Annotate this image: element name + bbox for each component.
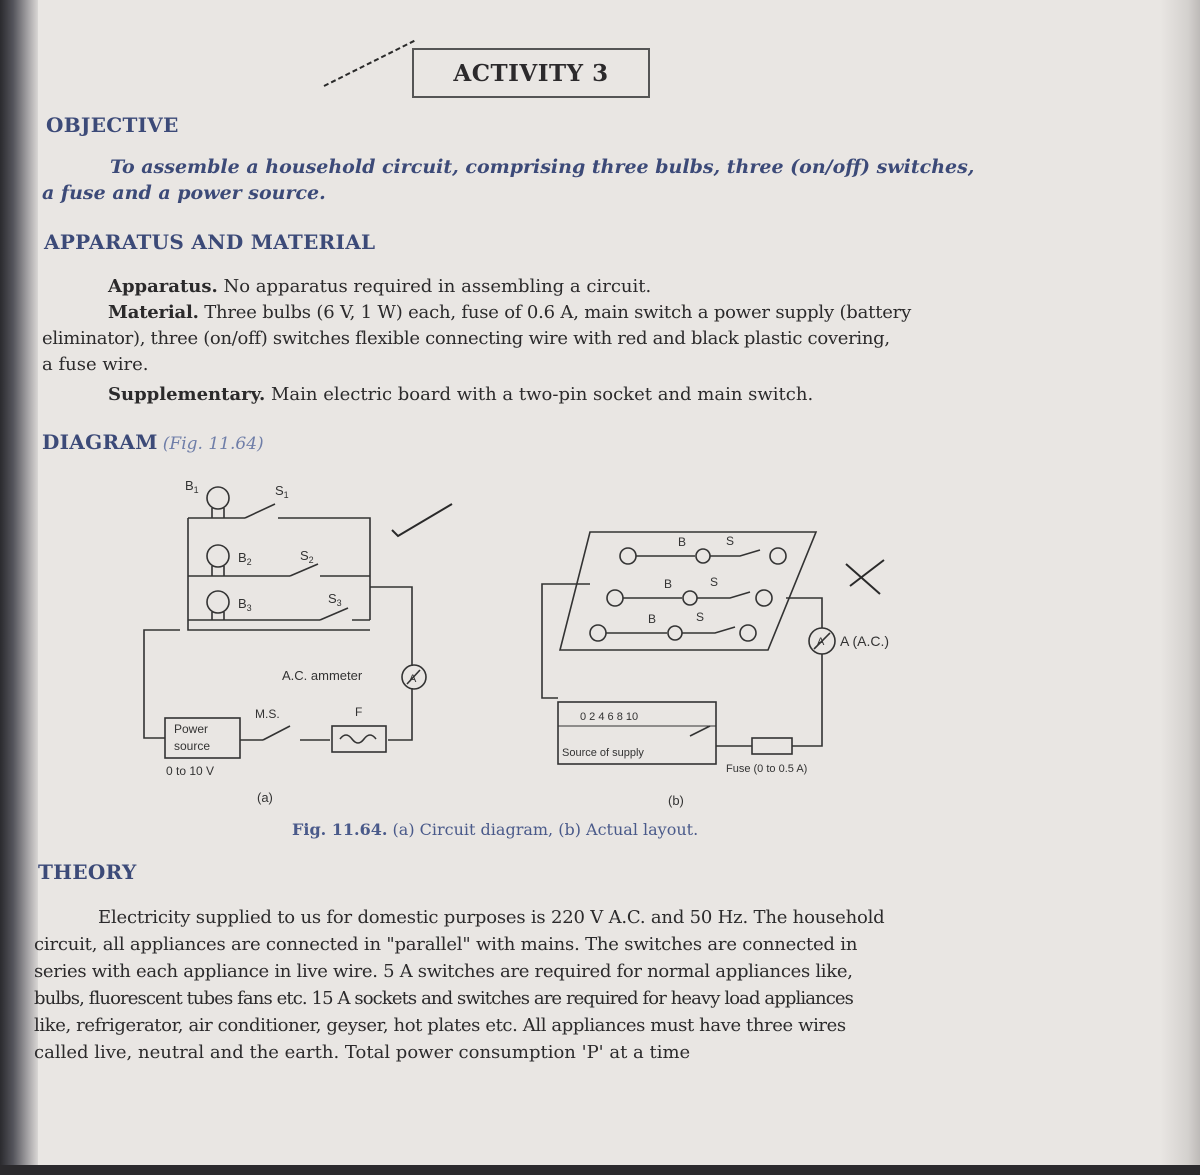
sub-label-a: (a) bbox=[257, 790, 273, 805]
diagram-heading-row bbox=[42, 430, 264, 454]
label-main-switch: M.S. bbox=[255, 707, 280, 721]
theory-line-5: like, refrigerator, air conditioner, geyser, hot plates etc. All appliances must have three wires bbox=[34, 1015, 846, 1036]
right-label-b1: B bbox=[678, 535, 687, 549]
label-b2: $B_2$ bbox=[238, 550, 252, 567]
fuse-label: Fuse (0 to 0.5 A) bbox=[726, 763, 808, 775]
pencil-mark-title bbox=[320, 36, 420, 90]
label-source: source bbox=[174, 739, 211, 753]
activity-title bbox=[412, 48, 650, 98]
sub-label-b: (b) bbox=[668, 793, 684, 808]
theory-heading: THEORY bbox=[38, 860, 137, 884]
apparatus-section bbox=[42, 274, 1022, 408]
objective-line-2: a fuse and a power source. bbox=[42, 182, 326, 204]
label-power: Power bbox=[174, 722, 209, 736]
objective-text bbox=[42, 154, 1022, 206]
supply-scale: 0 2 4 6 8 10 bbox=[580, 711, 639, 723]
pencil-x-mark bbox=[840, 556, 890, 600]
theory-line-4: bulbs, fluorescent tubes fans etc. 15 A sockets and switches are required for heavy load appliances bbox=[34, 988, 854, 1009]
right-label-s2: S bbox=[710, 575, 719, 589]
label-s2: $S_2$ bbox=[300, 548, 314, 565]
apparatus-line bbox=[42, 274, 1022, 300]
activity-title-text: ACTIVITY 3 bbox=[453, 59, 609, 87]
bottom-edge bbox=[0, 1165, 1200, 1175]
right-ammeter-symbol: A bbox=[817, 636, 825, 648]
apparatus-heading: APPARATUS AND MATERIAL bbox=[44, 230, 376, 254]
theory-line-6: called live, neutral and the earth. Total power consumption 'P' at a time bbox=[34, 1042, 691, 1063]
material-label: Material. bbox=[108, 302, 199, 323]
label-fuse-f: F bbox=[355, 705, 363, 719]
theory-text bbox=[34, 904, 1014, 1066]
right-ammeter-label: A (A.C.) bbox=[840, 633, 890, 649]
ammeter-a-symbol: A bbox=[409, 673, 417, 685]
material-line-2: eliminator), three (on/off) switches flexible connecting wire with red and black plastic covering, bbox=[42, 328, 890, 349]
label-b1: $B_1$ bbox=[185, 478, 199, 495]
right-label-s1: S bbox=[726, 534, 735, 548]
label-s3: $S_3$ bbox=[328, 591, 342, 608]
apparatus-text: No apparatus required in assembling a circuit. bbox=[223, 276, 652, 297]
supplementary-text: Main electric board with a two-pin socket and main switch. bbox=[271, 384, 814, 405]
label-power-range: 0 to 10 V bbox=[166, 764, 215, 778]
diagram-fig-ref: (Fig. 11.64) bbox=[162, 434, 264, 454]
theory-line-1: Electricity supplied to us for domestic purposes is 220 V A.C. and 50 Hz. The household bbox=[98, 907, 885, 928]
page-edge bbox=[1160, 0, 1200, 1175]
supplementary-label: Supplementary. bbox=[108, 384, 266, 405]
label-s1: $S_1$ bbox=[275, 483, 289, 500]
objective-heading: OBJECTIVE bbox=[46, 113, 179, 137]
material-text-1: Three bulbs (6 V, 1 W) each, fuse of 0.6 A, main switch a power supply (battery bbox=[204, 302, 912, 323]
label-ac-ammeter: A.C. ammeter bbox=[282, 668, 363, 683]
apparatus-label: Apparatus. bbox=[108, 276, 218, 297]
supply-label: Source of supply bbox=[562, 747, 644, 759]
right-label-b2: B bbox=[664, 577, 673, 591]
right-label-s3: S bbox=[696, 610, 705, 624]
label-b3: $B_3$ bbox=[238, 596, 252, 613]
supplementary-line bbox=[42, 382, 1022, 408]
material-line-1 bbox=[42, 300, 1022, 326]
right-label-b3: B bbox=[648, 612, 657, 626]
objective-line-1: To assemble a household circuit, comprising three bulbs, three (on/off) switches, bbox=[110, 156, 975, 178]
page-gutter-shadow bbox=[0, 0, 38, 1175]
material-line-3: a fuse wire. bbox=[42, 354, 149, 375]
figure-caption bbox=[292, 820, 698, 839]
pencil-tick bbox=[388, 500, 458, 540]
theory-line-3: series with each appliance in live wire. 5 A switches are required for normal appliances like, bbox=[34, 961, 853, 982]
caption-text: (a) Circuit diagram, (b) Actual layout. bbox=[392, 820, 699, 839]
caption-bold: Fig. 11.64. bbox=[292, 820, 388, 839]
theory-line-2: circuit, all appliances are connected in "parallel" with mains. The switches are connected in bbox=[34, 934, 858, 955]
diagram-heading: DIAGRAM bbox=[42, 430, 158, 454]
